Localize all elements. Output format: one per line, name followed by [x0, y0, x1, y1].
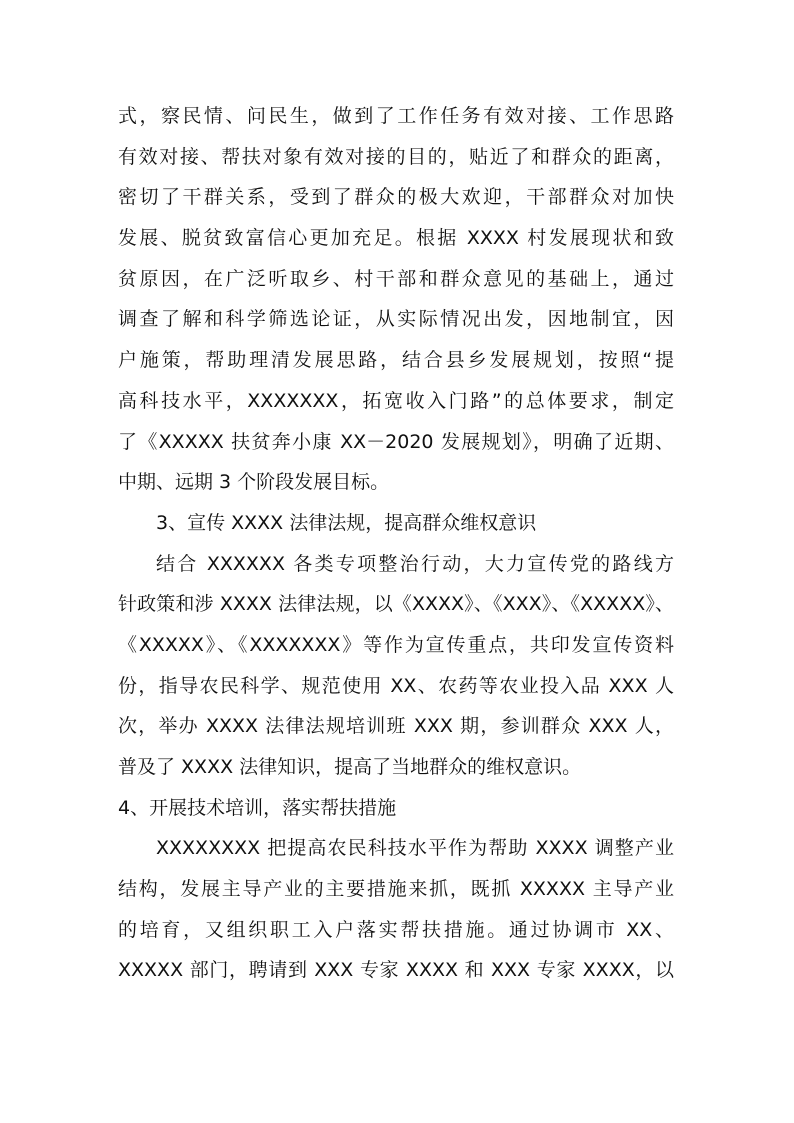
text-line: 调查了解和科学筛选论证，从实际情况出发，因地制宜，因: [118, 308, 674, 331]
text-line: 式，察民情、问民生，做到了工作任务有效对接、工作思路: [118, 105, 674, 127]
text-line: 密切了干群关系，受到了群众的极大欢迎，干部群众对加快: [118, 186, 674, 209]
text-line: 份，指导农民科学、规范使用 XX、农药等农业投入品 XXX 人: [118, 674, 674, 697]
text-line: 3、宣传 XXXX 法律法规，提高群众维权意识: [156, 511, 537, 534]
text-line: 发展、脱贫致富信心更加充足。根据 XXXX 村发展现状和致: [118, 227, 674, 250]
body-text: [118, 96, 674, 991]
text-line: 户施策，帮助理清发展思路，结合县乡发展规划，按照“提: [118, 349, 674, 372]
text-line: 普及了 XXXX 法律知识，提高了当地群众的维权意识。: [118, 756, 582, 778]
text-line: 中期、远期 3 个阶段发展目标。: [118, 471, 390, 494]
text-line: 贫原因，在广泛听取乡、村干部和群众意见的基础上，通过: [118, 267, 674, 290]
text-line: XXXXX 部门，聘请到 XXX 专家 XXXX 和 XXX 专家 XXXX，以: [118, 959, 674, 982]
text-line: XXXXXXXX 把提高农民科技水平作为帮助 XXXX 调整产业: [156, 837, 674, 860]
text-line: 《XXXXX》、《XXXXXXX》等作为宣传重点，共印发宣传资料: [118, 633, 674, 656]
text-line: 次，举办 XXXX 法律法规培训班 XXX 期，参训群众 XXX 人，: [118, 715, 674, 738]
text-line: 结构，发展主导产业的主要措施来抓，既抓 XXXXX 主导产业: [118, 878, 674, 901]
text-line: 结合 XXXXXX 各类专项整治行动，大力宣传党的路线方: [156, 552, 674, 575]
text-line: 的培育，又组织职工入户落实帮扶措施。通过协调市 XX、: [118, 918, 674, 941]
text-line: 针政策和涉 XXXX 法律法规，以《XXXX》、《XXX》、《XXXXX》、: [118, 593, 674, 616]
text-line: 了《XXXXX 扶贫奔小康 XX－2020 发展规划》，明确了近期、: [118, 430, 674, 453]
text-line: 4、开展技术培训，落实帮扶措施: [118, 796, 397, 819]
text-line: 高科技水平，XXXXXXX，拓宽收入门路”的总体要求，制定: [118, 389, 674, 412]
text-line: 有效对接、帮扶对象有效对接的目的，贴近了和群众的距离，: [118, 145, 674, 168]
